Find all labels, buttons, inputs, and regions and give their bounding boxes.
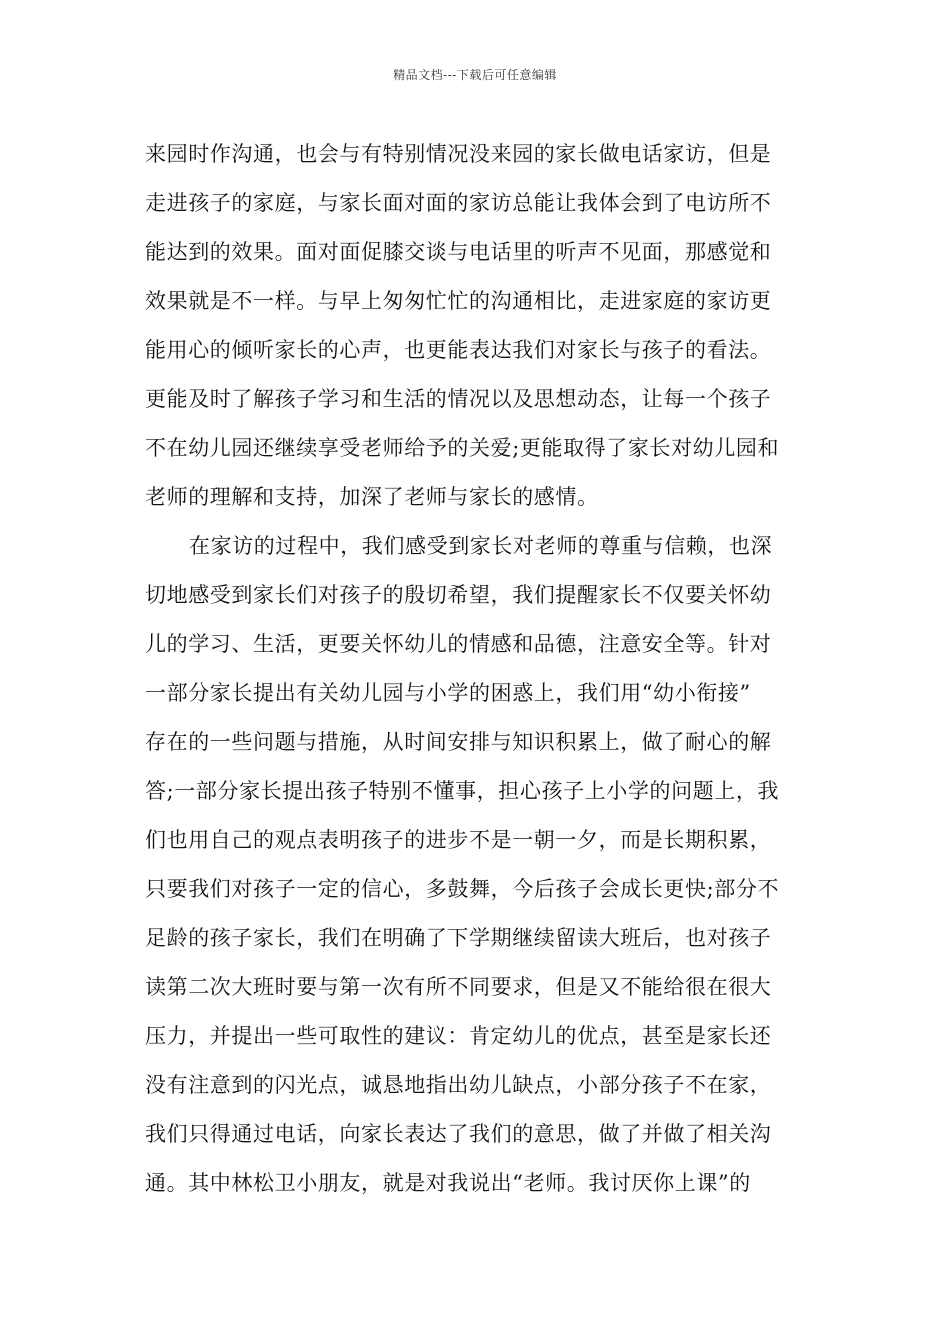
page-header: 精品文档---下载后可任意编辑 (393, 68, 557, 82)
text-line: 答;一部分家长提出孩子特别不懂事，担心孩子上小学的问题上，我 (145, 779, 780, 803)
text-line: 没有注意到的闪光点，诚恳地指出幼儿缺点，小部分孩子不在家， (145, 1073, 772, 1097)
text-line: 一部分家长提出有关幼儿园与小学的困惑上，我们用“幼小衔接” (145, 681, 751, 705)
text-line: 读第二次大班时要与第一次有所不同要求，但是又不能给很在很大 (145, 975, 772, 999)
text-line: 足龄的孩子家长，我们在明确了下学期继续留读大班后，也对孩子 (145, 926, 772, 950)
text-line: 能用心的倾听家长的心声，也更能表达我们对家长与孩子的看法。 (145, 338, 772, 362)
text-line: 不在幼儿园还继续享受老师给予的关爱;更能取得了家长对幼儿园和 (145, 436, 780, 460)
text-line: 们也用自己的观点表明孩子的进步不是一朝一夕，而是长期积累， (145, 828, 772, 852)
text-line: 在家访的过程中，我们感受到家长对老师的尊重与信赖，也深 (189, 534, 773, 558)
text-line: 压力，并提出一些可取性的建议：肯定幼儿的优点，甚至是家长还 (145, 1024, 772, 1048)
text-line: 存在的一些问题与措施，从时间安排与知识积累上，做了耐心的解 (145, 730, 772, 754)
text-line: 儿的学习、生活，更要关怀幼儿的情感和品德，注意安全等。针对 (145, 632, 772, 656)
text-line: 走进孩子的家庭，与家长面对面的家访总能让我体会到了电访所不 (145, 191, 772, 215)
text-line: 我们只得通过电话，向家长表达了我们的意思，做了并做了相关沟 (145, 1122, 772, 1146)
text-line: 来园时作沟通，也会与有特别情况没来园的家长做电话家访，但是 (145, 142, 772, 166)
text-line: 老师的理解和支持，加深了老师与家长的感情。 (145, 485, 599, 509)
document-body (145, 130, 807, 1208)
text-line: 切地感受到家长们对孩子的殷切希望，我们提醒家长不仅要关怀幼 (145, 583, 772, 607)
text-line: 能达到的效果。面对面促膝交谈与电话里的听声不见面，那感觉和 (145, 240, 772, 264)
text-line: 更能及时了解孩子学习和生活的情况以及思想动态，让每一个孩子 (145, 387, 772, 411)
text-line: 通。其中林松卫小朋友，就是对我说出“老师。我讨厌你上课”的 (145, 1171, 751, 1195)
text-line: 只要我们对孩子一定的信心，多鼓舞，今后孩子会成长更快;部分不 (145, 877, 780, 901)
text-line: 效果就是不一样。与早上匆匆忙忙的沟通相比，走进家庭的家访更 (145, 289, 772, 313)
